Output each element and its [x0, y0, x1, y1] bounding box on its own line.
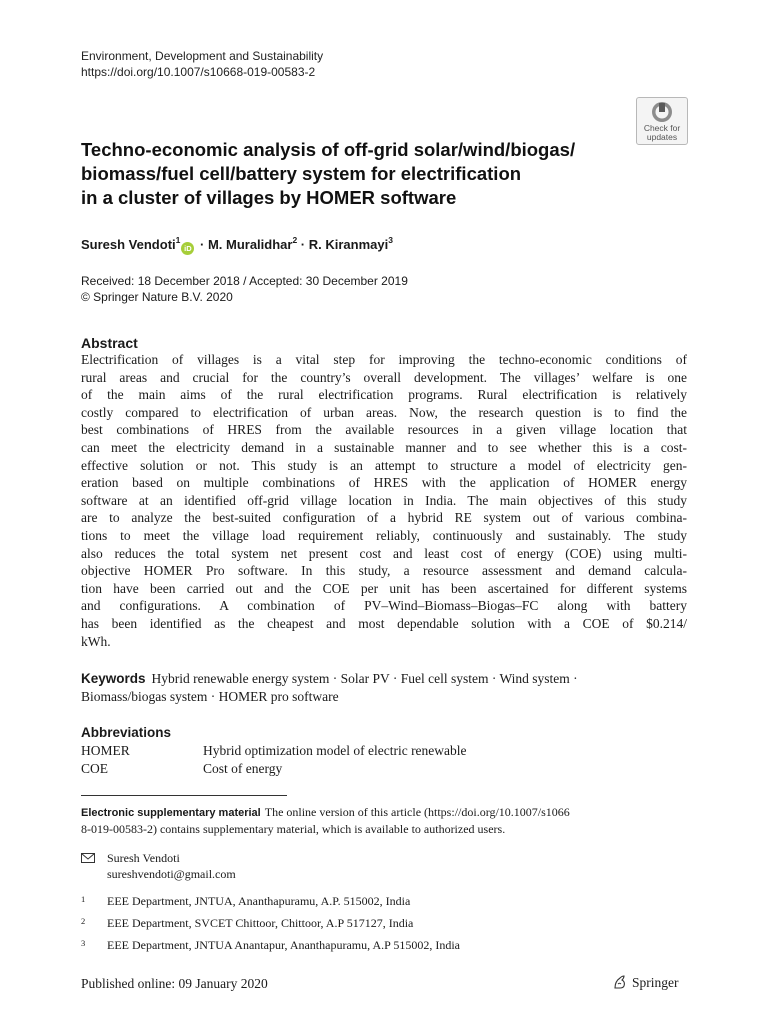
- check-updates-icon: [651, 101, 673, 123]
- affiliation-text: EEE Department, SVCET Chittoor, Chittoor, A.P 517127, India: [107, 916, 414, 930]
- journal-name: Environment, Development and Sustainability: [81, 49, 324, 63]
- affiliation-number: 2: [81, 916, 86, 926]
- abstract-line: effective solution or not. This study is an attempt to structure a model of electricity gen-: [81, 457, 687, 473]
- keywords-line: Biomass/biogas system · HOMER pro software: [81, 689, 339, 704]
- footnote-divider: [81, 795, 287, 796]
- check-updates-line2: updates: [646, 132, 678, 142]
- author-affiliation-mark: 3: [388, 235, 393, 245]
- check-updates-line1: Check for: [643, 123, 681, 133]
- affiliation-text: EEE Department, JNTUA, Ananthapuramu, A.P. 515002, India: [107, 894, 411, 908]
- affiliation-text: EEE Department, JNTUA Anantapur, Ananthapuramu, A.P 515002, India: [107, 938, 461, 952]
- author-affiliation-mark: 2: [292, 235, 298, 245]
- author-name[interactable]: M. Muralidhar: [207, 237, 293, 252]
- abbreviation-row: [81, 760, 282, 778]
- abstract-line: eration based on multiple combinations of HRES with the application of HOMER energy: [81, 475, 687, 491]
- abstract-line: can meet the electricity demand in a sustainable manner and to see whether this is a cost-: [81, 439, 687, 455]
- corresponding-author-name: Suresh Vendoti: [107, 851, 180, 865]
- abstract-line: objective HOMER Pro software. In this study, a resource assessment and demand calcula-: [81, 563, 687, 579]
- keywords-line: Hybrid renewable energy system · Solar PV · Fuel cell system · Wind system ·: [151, 671, 578, 686]
- abstract-line: tion have been carried out and the COE per unit has been ascertained for different systems: [81, 580, 687, 596]
- title-line: in a cluster of villages by HOMER software: [81, 187, 457, 208]
- affiliation-number: 1: [81, 894, 86, 904]
- abstract-line: best combinations of HRES from the available resources in a given village location that: [81, 422, 687, 438]
- abstract-line: also reduces the total system net present cost and least cost of energy (COE) using multi-: [81, 545, 687, 561]
- published-online-date: Published online: 09 January 2020: [81, 976, 268, 991]
- check-for-updates-badge[interactable]: [636, 97, 688, 145]
- keywords-label: Keywords: [81, 671, 146, 686]
- article-title: [81, 138, 641, 210]
- envelope-icon: [81, 853, 95, 863]
- abstract-line: rural areas and crucial for the country’s overall development. The villages’ welfare is one: [81, 369, 687, 385]
- author-list: [81, 231, 393, 255]
- corresponding-author-email[interactable]: sureshvendoti@gmail.com: [107, 867, 236, 881]
- author-separator: ·: [297, 237, 309, 252]
- copyright-notice: © Springer Nature B.V. 2020: [81, 290, 233, 304]
- abbreviation-row: [81, 742, 467, 760]
- springer-horse-icon: [612, 974, 628, 990]
- author-name[interactable]: Suresh Vendoti: [81, 237, 176, 252]
- abstract-line: are to analyze the best-suited configuration of a hybrid RE system out of various combina-: [81, 510, 687, 526]
- abstract-line: Electrification of villages is a vital step for improving the techno-economic conditions of: [81, 352, 687, 367]
- title-line: Techno-economic analysis of off-grid solar/wind/biogas/: [81, 139, 576, 160]
- esm-label: Electronic supplementary material: [81, 807, 261, 819]
- abbreviation-term: HOMER: [81, 743, 130, 758]
- abstract-line: has been identified as the cheapest and most dependable solution with a COE of $0.214/: [81, 615, 687, 631]
- abstract-line: of the main aims of the rural electrification programs. Rural electrification is relatively: [81, 387, 687, 403]
- received-accepted-dates: Received: 18 December 2018 / Accepted: 30 December 2019: [81, 274, 408, 288]
- abstract-line: and configurations. A combination of PV–Wind–Biomass–Biogas–FC along with battery: [81, 598, 687, 614]
- esm-text[interactable]: The online version of this article (https://doi.org/10.1007/s1066: [264, 805, 570, 819]
- supplementary-material-note: [81, 804, 687, 837]
- title-line: biomass/fuel cell/battery system for electrification: [81, 163, 522, 184]
- author-separator: ·: [196, 237, 208, 252]
- orcid-icon[interactable]: iD: [181, 242, 194, 255]
- abbreviation-definition: Hybrid optimization model of electric renewable: [203, 743, 467, 758]
- esm-text[interactable]: 8-019-00583-2) contains supplementary material, which is available to authorized users.: [81, 822, 506, 836]
- author-affiliation-mark: 1: [175, 235, 181, 245]
- publisher-logo: [612, 974, 679, 992]
- abstract-line: software at an identified off-grid village location in India. The main objectives of this study: [81, 492, 687, 508]
- journal-header: [81, 48, 323, 80]
- publisher-name: Springer: [632, 975, 679, 990]
- affiliation-number: 3: [81, 938, 86, 948]
- keywords-section: [81, 670, 687, 706]
- abstract-body: [81, 351, 687, 650]
- abbreviation-definition: Cost of energy: [203, 761, 283, 776]
- abstract-line: costly compared to electrification of urban areas. Now, the research question is to find the: [81, 404, 687, 420]
- article-dates: [81, 273, 408, 305]
- abbreviation-term: COE: [81, 761, 108, 776]
- abbreviations-heading: Abbreviations: [81, 725, 172, 740]
- doi-link[interactable]: https://doi.org/10.1007/s10668-019-00583-2: [81, 65, 316, 79]
- abstract-line: tions to meet the village load requirement reliably, continuously and sustainably. The study: [81, 527, 687, 543]
- abstract-line: kWh.: [81, 633, 111, 649]
- abstract-heading: Abstract: [81, 335, 138, 351]
- author-name[interactable]: R. Kiranmayi: [308, 237, 389, 252]
